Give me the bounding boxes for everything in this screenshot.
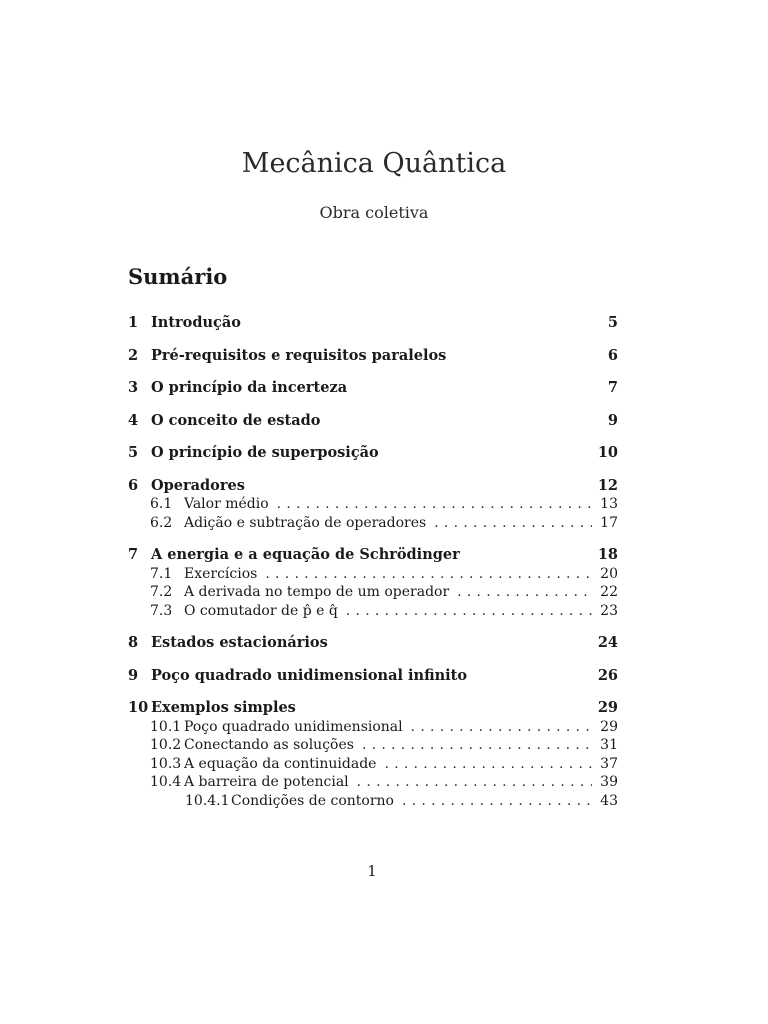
- document-title: Mecânica Quântica: [241, 148, 507, 179]
- subsubsection-title: Condições de contorno: [231, 792, 394, 809]
- dot-leader: [402, 792, 592, 811]
- page-number: 5: [607, 314, 618, 331]
- toc-subentry[interactable]: [128, 773, 618, 792]
- document-author: Obra coletiva: [319, 203, 429, 222]
- section-title: A energia e a equação de Schrödinger: [151, 546, 460, 563]
- subsection-number: 10.4: [150, 774, 182, 790]
- dot-leader: [411, 718, 592, 737]
- section-title: Introdução: [151, 314, 241, 331]
- section-title: Estados estacionários: [151, 634, 328, 651]
- toc-section: [128, 314, 618, 333]
- dot-leader: [457, 583, 592, 602]
- page-number: 31: [600, 737, 618, 753]
- subsection-number: 6.2: [150, 514, 173, 531]
- page-number: 26: [597, 666, 618, 684]
- page-number: 29: [600, 718, 618, 735]
- toc-section: [128, 546, 618, 620]
- page-number: 29: [597, 699, 618, 716]
- dot-leader: [357, 773, 592, 792]
- subsection-title: Exercícios: [184, 565, 258, 582]
- page-number: 43: [600, 792, 618, 809]
- page-number: 23: [600, 602, 618, 619]
- section-number: 9: [128, 666, 139, 684]
- section-number: 4: [128, 411, 139, 429]
- toc-subentry[interactable]: [128, 736, 618, 755]
- section-title: Exemplos simples: [151, 699, 296, 716]
- subsection-title: A derivada no tempo de um operador: [184, 584, 450, 600]
- page-number: 10: [597, 444, 618, 461]
- subsection-title: Poço quadrado unidimensional: [184, 718, 403, 735]
- page-number: 22: [600, 584, 618, 600]
- page-number: 13: [600, 496, 618, 512]
- toc-entry[interactable]: [128, 314, 618, 333]
- toc-entry[interactable]: [128, 412, 618, 431]
- toc-subentry[interactable]: [128, 602, 618, 621]
- section-title: Pré-requisitos e requisitos paralelos: [151, 346, 447, 364]
- section-title: Poço quadrado unidimensional infinito: [151, 666, 468, 684]
- dot-leader: [265, 565, 592, 584]
- toc-subentry[interactable]: [128, 495, 618, 514]
- section-title: Operadores: [151, 476, 245, 494]
- subsection-title: Conectando as soluções: [184, 737, 354, 753]
- toc-entry[interactable]: [128, 347, 618, 366]
- section-title: O princípio da incerteza: [151, 379, 348, 396]
- toc-subentry[interactable]: [128, 718, 618, 737]
- toc-section: [128, 412, 618, 431]
- section-number: 8: [128, 634, 139, 651]
- toc-section: [128, 477, 618, 533]
- subsection-number: 6.1: [150, 496, 173, 512]
- toc-subentry[interactable]: [128, 755, 618, 774]
- toc-subsubentry[interactable]: [128, 792, 618, 811]
- subsection-title: Valor médio: [184, 496, 269, 512]
- page-number: 9: [607, 411, 618, 429]
- subsection-number: 10.3: [150, 755, 182, 772]
- toc-entry[interactable]: [128, 444, 618, 463]
- page-footer-number: 1: [367, 862, 377, 880]
- dot-leader: [362, 736, 592, 755]
- subsection-number: 10.2: [150, 737, 182, 753]
- subsection-title: A equação da continuidade: [184, 755, 377, 772]
- toc-entry[interactable]: [128, 546, 618, 565]
- subsection-number: 10.1: [150, 718, 182, 735]
- subsection-number: 7.1: [150, 565, 173, 582]
- page-number: 6: [607, 346, 618, 364]
- toc-subentry[interactable]: [128, 514, 618, 533]
- toc-section: [128, 379, 618, 398]
- subsection-number: 7.3: [150, 602, 173, 619]
- dot-leader: [434, 514, 592, 533]
- dot-leader: [384, 755, 592, 774]
- dot-leader: [346, 602, 592, 621]
- subsection-title: A barreira de potencial: [184, 774, 349, 790]
- dot-leader: [277, 495, 592, 514]
- page-number: 18: [597, 546, 618, 563]
- section-title: O conceito de estado: [151, 411, 321, 429]
- table-of-contents: [128, 300, 618, 810]
- toc-entry[interactable]: [128, 634, 618, 653]
- section-number: 6: [128, 476, 139, 494]
- toc-subentry[interactable]: [128, 565, 618, 584]
- page-number: 20: [600, 565, 618, 582]
- section-number: 10: [128, 699, 149, 716]
- toc-heading: Sumário: [128, 264, 228, 289]
- toc-section: [128, 347, 618, 366]
- subsection-number: 7.2: [150, 584, 173, 600]
- toc-section: [128, 667, 618, 686]
- page-number: 17: [600, 514, 618, 531]
- toc-entry[interactable]: [128, 477, 618, 496]
- page-number: 39: [600, 774, 618, 790]
- toc-section: [128, 444, 618, 463]
- page-number: 7: [607, 379, 618, 396]
- toc-section: [128, 634, 618, 653]
- section-number: 7: [128, 546, 139, 563]
- subsubsection-number: 10.4.1: [185, 792, 230, 809]
- toc-subentry[interactable]: [128, 583, 618, 602]
- section-number: 5: [128, 444, 139, 461]
- section-number: 3: [128, 379, 139, 396]
- toc-entry[interactable]: [128, 667, 618, 686]
- toc-section: [128, 699, 618, 810]
- page-number: 37: [600, 755, 618, 772]
- section-number: 1: [128, 314, 139, 331]
- page-number: 12: [597, 476, 618, 494]
- page-number: 24: [597, 634, 618, 651]
- subsection-title: Adição e subtração de operadores: [184, 514, 427, 531]
- section-title: O princípio de superposição: [151, 444, 379, 461]
- subsection-title: O comutador de p̂ e q̂: [184, 602, 338, 619]
- section-number: 2: [128, 346, 139, 364]
- toc-entry[interactable]: [128, 379, 618, 398]
- toc-entry[interactable]: [128, 699, 618, 718]
